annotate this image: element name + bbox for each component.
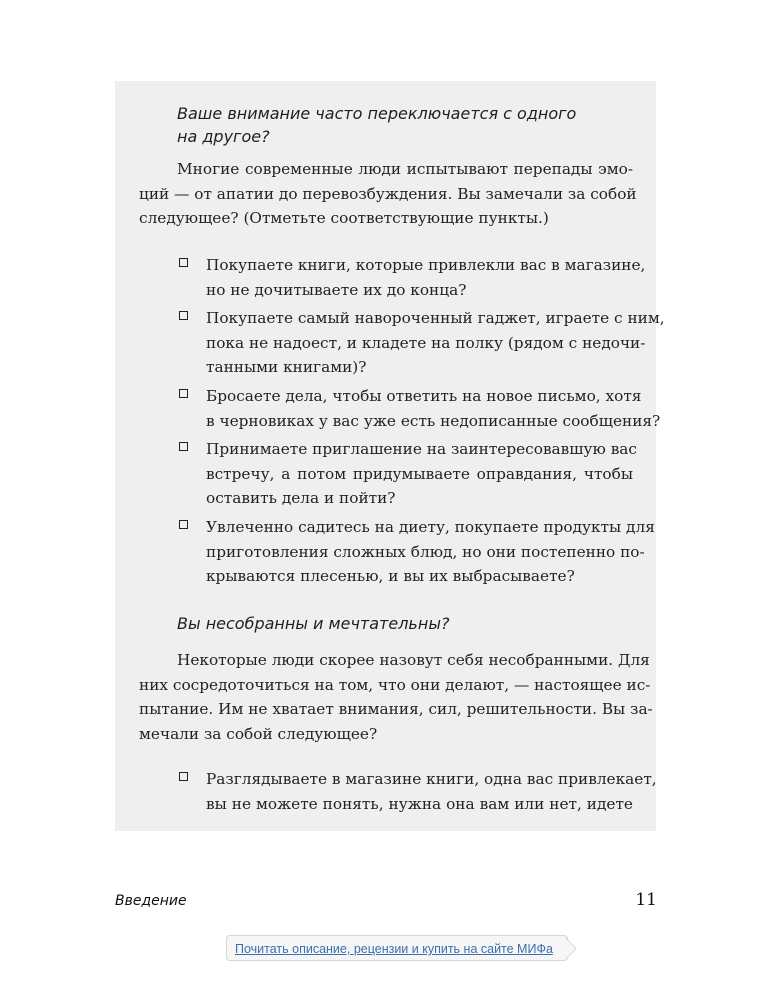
page-number: 11 bbox=[635, 890, 657, 910]
checkbox-icon[interactable] bbox=[179, 311, 188, 320]
item-line: оставить дела и пойти? bbox=[206, 489, 396, 507]
chapter-title: Введение bbox=[115, 893, 187, 909]
section-2-heading bbox=[177, 612, 449, 635]
checkbox-icon[interactable] bbox=[179, 389, 188, 398]
item-line: встречу, а потом придумываете оправдания, чтобы bbox=[206, 464, 633, 483]
paragraph-line: них сосредоточиться на том, что они делают, — настоящее ис- bbox=[139, 675, 651, 694]
publisher-link-button[interactable] bbox=[226, 935, 568, 961]
checkbox-icon[interactable] bbox=[179, 442, 188, 451]
item-line: Разглядываете в магазине книги, одна вас привлекает, bbox=[206, 770, 657, 788]
section-1-intro bbox=[139, 157, 637, 231]
item-line: пока не надоест, и кладете на полку (рядом с недочи- bbox=[206, 333, 646, 352]
section-1-heading bbox=[177, 102, 576, 148]
item-line: Принимаете приглашение на заинтересовавшую вас bbox=[206, 440, 637, 458]
item-line: крываются плесенью, и вы их выбрасываете? bbox=[206, 567, 575, 585]
paragraph-line: следующее? (Отметьте соответствующие пункты.) bbox=[139, 209, 549, 227]
paragraph-line: Некоторые люди скорее назовут себя несобранными. Для bbox=[177, 651, 650, 669]
item-line: Покупаете книги, которые привлекли вас в магазине, bbox=[206, 256, 646, 274]
paragraph-line: Многие современные люди испытывают перепады эмо- bbox=[177, 160, 633, 178]
checkbox-icon[interactable] bbox=[179, 772, 188, 781]
item-line: в черновиках у вас уже есть недописанные сообщения? bbox=[206, 411, 661, 430]
item-line: но не дочитываете их до конца? bbox=[206, 280, 467, 299]
item-line: Увлеченно садитесь на диету, покупаете продукты для bbox=[206, 518, 655, 536]
heading-line: на другое? bbox=[177, 127, 270, 146]
publisher-link-label[interactable]: Почитать описание, рецензии и купить на сайте МИФа bbox=[235, 942, 553, 956]
paragraph-line: пытание. Им не хватает внимания, сил, решительности. Вы за- bbox=[139, 700, 653, 718]
item-line: приготовления сложных блюд, но они постепенно по- bbox=[206, 542, 645, 561]
paragraph-line: ций — от апатии до перевозбуждения. Вы замечали за собой bbox=[139, 184, 637, 203]
checkbox-icon[interactable] bbox=[179, 520, 188, 529]
item-line: Покупаете самый навороченный гаджет, играете с ним, bbox=[206, 309, 665, 327]
heading-line: Ваше внимание часто переключается с одного bbox=[177, 104, 577, 123]
checkbox-icon[interactable] bbox=[179, 258, 188, 267]
heading-line: Вы несобранны и мечтательны? bbox=[177, 614, 450, 633]
paragraph-line: мечали за собой следующее? bbox=[139, 724, 378, 743]
section-2-intro bbox=[139, 648, 653, 746]
item-line: вы не можете понять, нужна она вам или нет, идете bbox=[206, 794, 633, 813]
item-line: Бросаете дела, чтобы ответить на новое письмо, хотя bbox=[206, 387, 642, 405]
item-line: танными книгами)? bbox=[206, 358, 367, 376]
